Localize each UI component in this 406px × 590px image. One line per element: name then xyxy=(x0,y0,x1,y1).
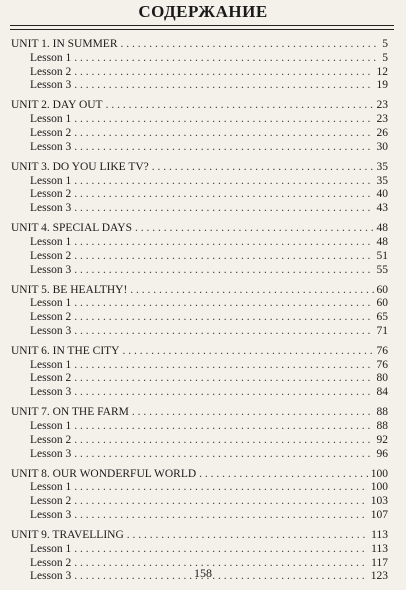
dot-leader xyxy=(74,188,373,202)
dot-leader xyxy=(74,52,379,66)
dot-leader xyxy=(74,325,373,339)
unit-8 xyxy=(0,468,406,523)
toc-entry-label: Lesson 1 xyxy=(30,51,72,64)
toc-entry-lesson[interactable] xyxy=(0,543,406,557)
dot-leader xyxy=(74,264,373,278)
toc-entry-page: 80 xyxy=(376,372,388,385)
toc-entry-lesson[interactable] xyxy=(0,250,406,264)
toc-entry-label: Lesson 1 xyxy=(30,235,72,248)
toc-entry-lesson[interactable] xyxy=(0,448,406,462)
toc-entry-lesson[interactable] xyxy=(0,175,406,189)
dot-leader xyxy=(121,38,380,52)
dot-leader xyxy=(74,509,368,523)
toc-entry-page: 107 xyxy=(370,509,388,522)
toc-entry-page: 100 xyxy=(370,467,388,480)
toc-entry-page: 48 xyxy=(376,235,388,248)
toc-entry-page: 113 xyxy=(371,542,388,555)
toc-entry-label: UNIT 5. BE HEALTHY! xyxy=(11,283,128,296)
toc-entry-page: 12 xyxy=(376,65,388,78)
toc-entry-label: Lesson 1 xyxy=(30,358,72,371)
toc-entry-lesson[interactable] xyxy=(0,66,406,80)
toc-entry-label: Lesson 2 xyxy=(30,65,72,78)
toc-entry-label: UNIT 9. TRAVELLING xyxy=(11,529,124,541)
dot-leader xyxy=(132,406,374,420)
toc-entry-label: Lesson 1 xyxy=(30,297,72,310)
dot-leader xyxy=(106,99,374,113)
toc-entry-lesson[interactable] xyxy=(0,481,406,495)
toc-entry-label: Lesson 2 xyxy=(30,311,72,324)
toc-entry-page: 60 xyxy=(376,297,388,310)
toc-entry-lesson[interactable] xyxy=(0,79,406,93)
toc-entry-page: 60 xyxy=(376,283,388,296)
toc-entry-page: 5 xyxy=(382,38,388,50)
toc-entry-unit[interactable] xyxy=(0,38,406,52)
toc-entry-lesson[interactable] xyxy=(0,127,406,141)
toc-entry-lesson[interactable] xyxy=(0,202,406,216)
toc-entry-label: Lesson 2 xyxy=(30,249,72,262)
toc-entry-page: 123 xyxy=(370,570,388,583)
toc-entry-page: 51 xyxy=(376,249,388,262)
toc-entry-page: 55 xyxy=(376,263,388,276)
dot-leader xyxy=(199,468,368,482)
dot-leader xyxy=(74,420,373,434)
toc-entry-lesson[interactable] xyxy=(0,420,406,434)
toc-entry-page: 35 xyxy=(376,174,388,187)
toc-entry-label: Lesson 3 xyxy=(30,509,72,522)
dot-leader xyxy=(74,481,368,495)
dot-leader xyxy=(74,372,373,386)
unit-7 xyxy=(0,406,406,461)
unit-3 xyxy=(0,161,406,216)
toc-entry-lesson[interactable] xyxy=(0,509,406,523)
toc-entry-page: 117 xyxy=(371,556,388,569)
toc-entry-page: 65 xyxy=(376,311,388,324)
toc-entry-page: 76 xyxy=(376,358,388,371)
toc-entry-unit[interactable] xyxy=(0,284,406,298)
toc-entry-page: 40 xyxy=(376,188,388,201)
toc-entry-lesson[interactable] xyxy=(0,434,406,448)
toc-entry-page: 26 xyxy=(376,126,388,139)
toc-entry-label: Lesson 3 xyxy=(30,79,72,92)
toc-entry-page: 103 xyxy=(370,495,388,508)
toc-entry-page: 19 xyxy=(376,79,388,92)
toc-entry-page: 23 xyxy=(376,99,388,112)
toc-entry-page: 71 xyxy=(376,324,388,337)
toc-entry-lesson[interactable] xyxy=(0,188,406,202)
toc-entry-label: Lesson 1 xyxy=(30,542,72,555)
dot-leader xyxy=(74,311,373,325)
toc-entry-page: 30 xyxy=(376,140,388,153)
toc-entry-page: 100 xyxy=(370,481,388,494)
dot-leader xyxy=(74,79,373,93)
dot-leader xyxy=(130,284,373,298)
dot-leader xyxy=(74,448,373,462)
dot-leader xyxy=(74,141,373,155)
toc-entry-label: UNIT 1. IN SUMMER xyxy=(11,38,118,50)
toc-entry-label: Lesson 2 xyxy=(30,188,72,201)
toc-entry-page: 84 xyxy=(376,386,388,399)
dot-leader xyxy=(74,386,373,400)
toc-entry-lesson[interactable] xyxy=(0,372,406,386)
toc-entry-label: UNIT 6. IN THE CITY xyxy=(11,344,120,357)
toc-entry-label: UNIT 8. OUR WONDERFUL WORLD xyxy=(11,467,197,480)
toc-entry-page: 43 xyxy=(376,202,388,215)
toc-entry-page: 96 xyxy=(376,447,388,460)
toc-entry-label: Lesson 2 xyxy=(30,372,72,385)
toc-entry-lesson[interactable] xyxy=(0,325,406,339)
toc-entry-label: Lesson 2 xyxy=(30,433,72,446)
toc-entry-label: Lesson 1 xyxy=(30,481,72,494)
title-rule-top xyxy=(10,25,394,26)
dot-leader xyxy=(74,66,373,80)
page-number: 158 xyxy=(194,566,212,580)
toc-entry-lesson[interactable] xyxy=(0,264,406,278)
toc-entry-page: 113 xyxy=(371,529,388,541)
toc-entry-page: 23 xyxy=(376,113,388,126)
toc-entry-unit[interactable] xyxy=(0,345,406,359)
toc-entry-unit[interactable] xyxy=(0,468,406,482)
dot-leader xyxy=(74,202,373,216)
toc-entry-label: Lesson 2 xyxy=(30,556,72,569)
toc-entry-label: Lesson 2 xyxy=(30,126,72,139)
dot-leader xyxy=(74,543,368,557)
unit-1 xyxy=(0,38,406,93)
toc-entry-lesson[interactable] xyxy=(0,297,406,311)
dot-leader xyxy=(127,529,368,543)
dot-leader xyxy=(135,222,374,236)
table-of-contents xyxy=(0,38,406,590)
toc-entry-page: 92 xyxy=(376,433,388,446)
dot-leader xyxy=(74,495,368,509)
toc-entry-label: Lesson 1 xyxy=(30,420,72,433)
unit-2 xyxy=(0,99,406,154)
toc-entry-lesson[interactable] xyxy=(0,359,406,373)
toc-entry-lesson[interactable] xyxy=(0,236,406,250)
toc-entry-label: Lesson 1 xyxy=(30,113,72,126)
toc-entry-page: 76 xyxy=(376,344,388,357)
toc-entry-label: Lesson 3 xyxy=(30,570,72,583)
toc-entry-lesson[interactable] xyxy=(0,141,406,155)
page-title: СОДЕРЖАНИЕ xyxy=(138,2,268,21)
dot-leader xyxy=(74,236,373,250)
dot-leader xyxy=(74,250,373,264)
toc-entry-label: UNIT 7. ON THE FARM xyxy=(11,406,129,419)
toc-entry-label: Lesson 3 xyxy=(30,324,72,337)
toc-entry-page: 88 xyxy=(376,420,388,433)
toc-entry-lesson[interactable] xyxy=(0,495,406,509)
title-rule-bottom xyxy=(10,29,394,30)
toc-entry-page: 5 xyxy=(382,51,388,64)
toc-entry-lesson[interactable] xyxy=(0,52,406,66)
toc-entry-label: Lesson 1 xyxy=(30,174,72,187)
unit-6 xyxy=(0,345,406,400)
toc-entry-unit[interactable] xyxy=(0,406,406,420)
toc-entry-unit[interactable] xyxy=(0,99,406,113)
toc-entry-lesson[interactable] xyxy=(0,113,406,127)
dot-leader xyxy=(74,297,373,311)
toc-entry-label: Lesson 3 xyxy=(30,386,72,399)
toc-entry-label: UNIT 3. DO YOU LIKE TV? xyxy=(11,160,149,173)
toc-entry-label: Lesson 3 xyxy=(30,263,72,276)
dot-leader xyxy=(74,434,373,448)
toc-entry-unit[interactable] xyxy=(0,161,406,175)
toc-entry-unit[interactable] xyxy=(0,222,406,236)
toc-entry-page: 88 xyxy=(376,406,388,419)
toc-entry-unit[interactable] xyxy=(0,529,406,543)
toc-entry-page: 35 xyxy=(376,160,388,173)
toc-entry-label: Lesson 3 xyxy=(30,447,72,460)
toc-entry-label: Lesson 2 xyxy=(30,495,72,508)
dot-leader xyxy=(74,113,373,127)
dot-leader xyxy=(152,161,374,175)
toc-entry-page: 48 xyxy=(376,222,388,235)
toc-entry-label: UNIT 2. DAY OUT xyxy=(11,99,103,112)
toc-entry-lesson[interactable] xyxy=(0,311,406,325)
dot-leader xyxy=(74,359,373,373)
unit-5 xyxy=(0,284,406,339)
dot-leader xyxy=(74,175,373,189)
toc-entry-label: Lesson 3 xyxy=(30,140,72,153)
dot-leader xyxy=(74,127,373,141)
toc-entry-label: UNIT 4. SPECIAL DAYS xyxy=(11,222,132,235)
toc-entry-lesson[interactable] xyxy=(0,386,406,400)
toc-entry-label: Lesson 3 xyxy=(30,202,72,215)
dot-leader xyxy=(123,345,374,359)
unit-4 xyxy=(0,222,406,277)
